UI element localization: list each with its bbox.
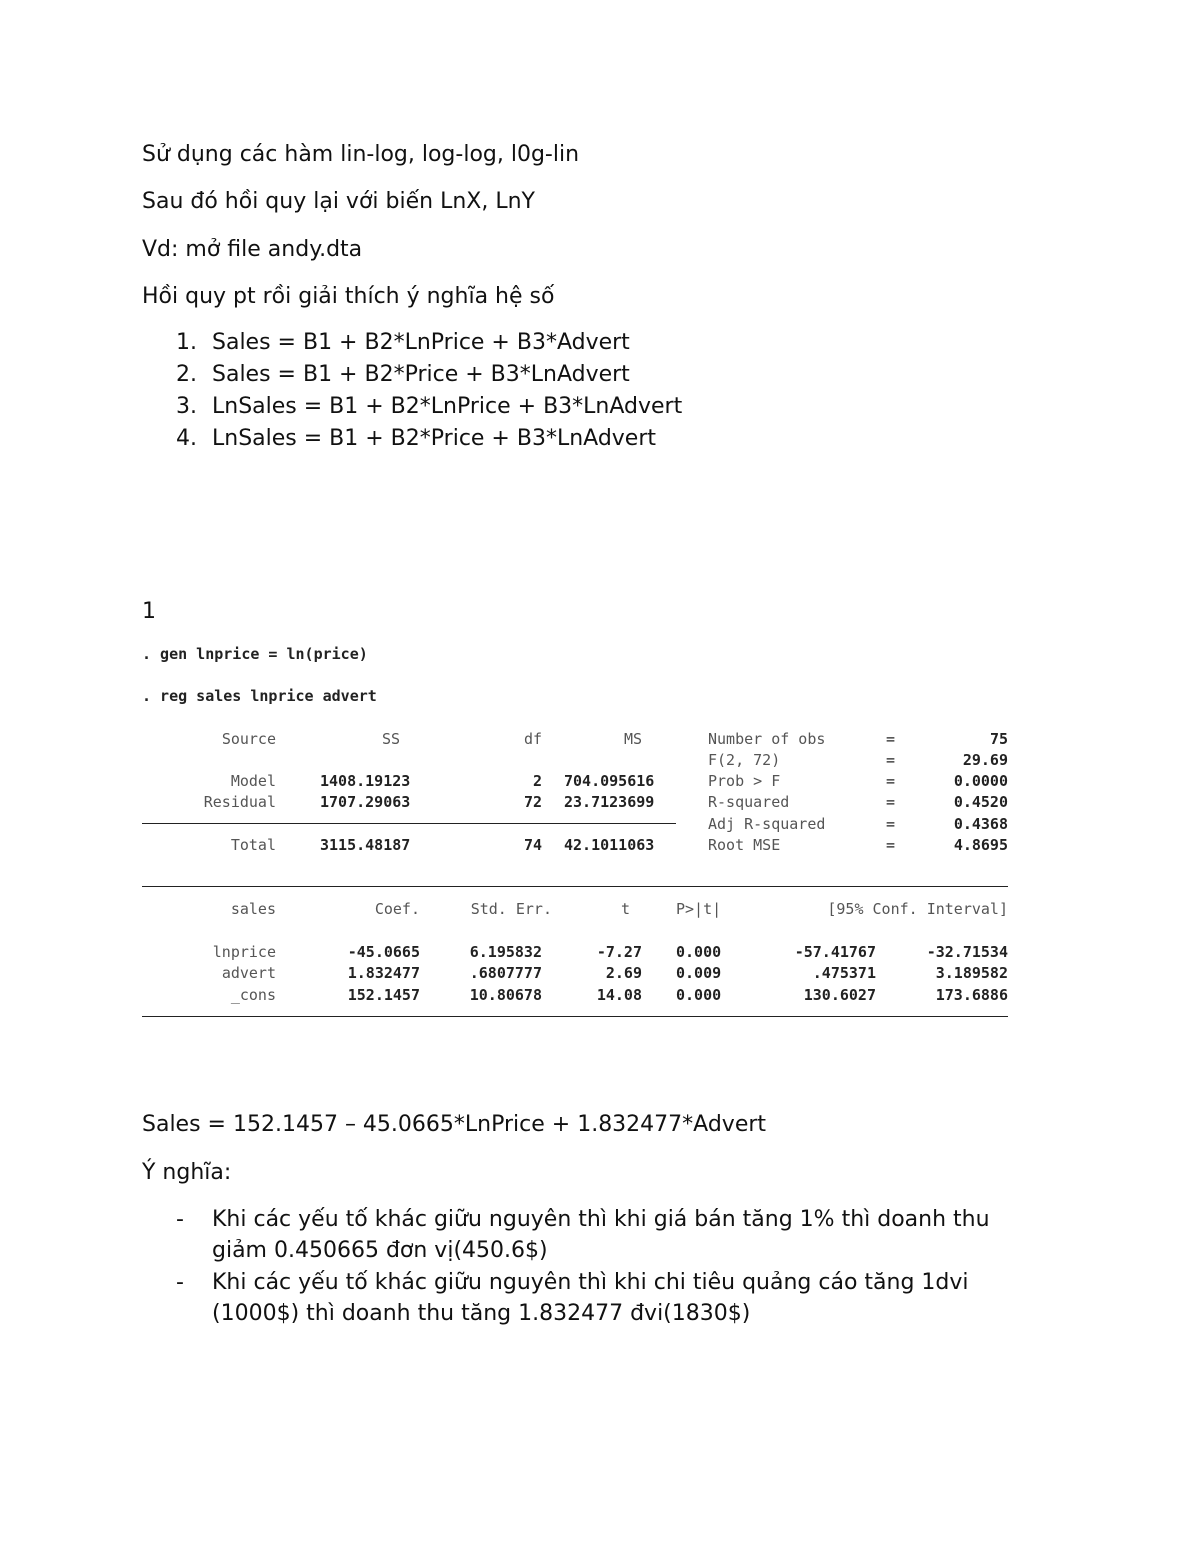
list-text: LnSales = B1 + B2*LnPrice + B3*LnAdvert	[212, 394, 683, 419]
anova-df: 2	[532, 772, 542, 790]
coef-se: .6807777	[469, 964, 542, 982]
stat-eq: =	[886, 836, 896, 854]
coef-bottom-rule	[142, 1016, 1008, 1017]
anova-total-ss: 3115.48187	[320, 836, 411, 854]
stat-label: Number of obs	[708, 730, 826, 748]
coef-ci-low: 130.6027	[803, 986, 876, 1004]
stat-value: 0.4520	[953, 793, 1008, 811]
bullet-text-line1: Khi các yếu tố khác giữu nguyên thì khi chi tiêu quảng cáo tăng 1dvi	[212, 1270, 969, 1295]
coef-t: 14.08	[596, 986, 642, 1004]
coef-ci-high: 173.6886	[935, 986, 1008, 1004]
anova-source: Model	[230, 772, 276, 790]
anova-ms: 23.7123699	[564, 793, 655, 811]
coef-ci-low: -57.41767	[794, 943, 876, 961]
coef-header-var: sales	[230, 900, 276, 918]
anova-total-df: 74	[523, 836, 542, 854]
bullet-text-line1: Khi các yếu tố khác giữu nguyên thì khi giá bán tăng 1% thì doanh thu	[212, 1207, 990, 1232]
coef-se: 10.80678	[469, 986, 542, 1004]
bullet-dash: -	[176, 1270, 184, 1295]
intro-line-4: Hồi quy pt rồi giải thích ý nghĩa hệ số	[142, 284, 555, 309]
coef-value: 152.1457	[347, 986, 420, 1004]
stat-value: 4.8695	[953, 836, 1008, 854]
stata-command-reg: . reg sales lnprice advert	[142, 687, 377, 705]
list-text: Sales = B1 + B2*Price + B3*LnAdvert	[212, 362, 630, 387]
coef-ci-high: 3.189582	[935, 964, 1008, 982]
coef-var: _cons	[230, 986, 276, 1004]
coef-value: 1.832477	[347, 964, 420, 982]
coef-header-se: Std. Err.	[470, 900, 552, 918]
coef-header-coef: Coef.	[374, 900, 420, 918]
coef-var: advert	[221, 964, 276, 982]
anova-source: Residual	[203, 793, 276, 811]
coef-ci-low: .475371	[812, 964, 876, 982]
anova-divider	[142, 823, 676, 824]
anova-header-ss: SS	[381, 730, 400, 748]
coef-t: 2.69	[605, 964, 642, 982]
intro-line-2: Sau đó hồi quy lại với biến LnX, LnY	[142, 189, 535, 214]
stat-value: 75	[989, 730, 1008, 748]
coef-header-ci: [95% Conf. Interval]	[827, 900, 1008, 918]
coef-value: -45.0665	[347, 943, 420, 961]
intro-line-1: Sử dụng các hàm lin-log, log-log, l0g-lin	[142, 142, 580, 167]
stat-value: 0.0000	[953, 772, 1008, 790]
list-number: 4.	[176, 426, 197, 451]
meaning-title: Ý nghĩa:	[142, 1160, 232, 1185]
coef-p: 0.000	[676, 986, 722, 1004]
anova-df: 72	[523, 793, 542, 811]
coef-var: lnprice	[212, 943, 276, 961]
bullet-text-line2: giảm 0.450665 đơn vị(450.6$)	[212, 1238, 548, 1263]
stat-label: F(2, 72)	[708, 751, 781, 769]
coef-p: 0.009	[676, 964, 722, 982]
list-text: LnSales = B1 + B2*Price + B3*LnAdvert	[212, 426, 657, 451]
coef-p: 0.000	[676, 943, 722, 961]
anova-total-source: Total	[230, 836, 276, 854]
anova-header-df: df	[523, 730, 542, 748]
stat-value: 29.69	[962, 751, 1008, 769]
coef-se: 6.195832	[469, 943, 542, 961]
anova-ss: 1408.19123	[320, 772, 411, 790]
stat-eq: =	[886, 793, 896, 811]
stat-eq: =	[886, 772, 896, 790]
stat-eq: =	[886, 730, 896, 748]
stat-label: Root MSE	[708, 836, 781, 854]
coef-t: -7.27	[596, 943, 642, 961]
stata-command-gen: . gen lnprice = ln(price)	[142, 645, 368, 663]
coef-top-rule	[142, 886, 1008, 887]
list-number: 2.	[176, 362, 197, 387]
coef-ci-high: -32.71534	[926, 943, 1008, 961]
list-text: Sales = B1 + B2*LnPrice + B3*Advert	[212, 330, 630, 355]
stat-label: Prob > F	[708, 772, 781, 790]
anova-total-ms: 42.1011063	[564, 836, 655, 854]
anova-header-source: Source	[221, 730, 276, 748]
stat-label: Adj R-squared	[708, 815, 826, 833]
fitted-equation: Sales = 152.1457 – 45.0665*LnPrice + 1.832477*Advert	[142, 1112, 767, 1137]
bullet-text-line2: (1000$) thì doanh thu tăng 1.832477 đvi(1830$)	[212, 1301, 751, 1326]
intro-line-3: Vd: mở file andy.dta	[142, 237, 363, 262]
section-number: 1	[142, 599, 156, 624]
stat-value: 0.4368	[953, 815, 1008, 833]
stat-eq: =	[886, 751, 896, 769]
list-number: 3.	[176, 394, 197, 419]
anova-ms: 704.095616	[564, 772, 655, 790]
stat-eq: =	[886, 815, 896, 833]
stat-label: R-squared	[708, 793, 790, 811]
bullet-dash: -	[176, 1207, 184, 1232]
list-number: 1.	[176, 330, 197, 355]
anova-ss: 1707.29063	[320, 793, 411, 811]
coef-header-t: t	[620, 900, 630, 918]
coef-header-p: P>|t|	[676, 900, 722, 918]
anova-header-ms: MS	[623, 730, 642, 748]
